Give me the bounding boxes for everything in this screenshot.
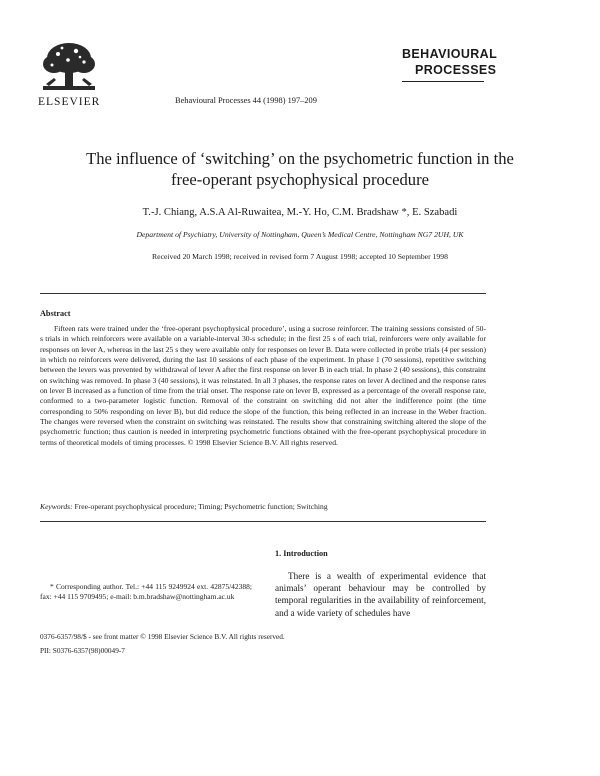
keywords-line	[40, 502, 486, 511]
affiliation: Department of Psychiatry, University of Nottingham, Queen’s Medical Centre, Nottingham NG7 2UH, UK	[136, 230, 464, 239]
abstract-top-rule	[40, 293, 486, 294]
received-dates: Received 20 March 1998; received in revised form 7 August 1998; accepted 10 September 1998	[152, 252, 448, 261]
introduction-heading: 1. Introduction	[275, 549, 328, 558]
corresponding-author-footnote: * Corresponding author. Tel.: +44 115 9249924 ext. 42875/42388; fax: +44 115 9709495; e-mail: b.m.bradshaw@nottingham.ac.uk	[40, 582, 252, 602]
abstract-heading: Abstract	[40, 309, 71, 318]
title-line-1: The influence of ‘switching’ on the psychometric function in the	[86, 149, 514, 168]
keywords-text: Free-operant psychophysical procedure; Timing; Psychometric function; Switching	[74, 502, 328, 511]
author-list: T.-J. Chiang, A.S.A Al-Ruwaitea, M.-Y. Ho, C.M. Bradshaw *, E. Szabadi	[142, 207, 458, 218]
publisher-name: ELSEVIER	[38, 96, 101, 108]
journal-reference: Behavioural Processes 44 (1998) 197–209	[175, 96, 317, 105]
title-line-2: free-operant psychophysical procedure	[170, 170, 429, 189]
elsevier-logo	[40, 40, 98, 104]
tree-logo-icon	[40, 40, 98, 94]
journal-brand-line2: PROCESSES	[415, 62, 497, 77]
keywords-label: Keywords:	[40, 502, 73, 511]
article-title	[40, 148, 560, 190]
brand-divider	[402, 81, 484, 82]
issn-line: 0376-6357/98/$ - see front matter © 1998 Elsevier Science B.V. All rights reserved.	[40, 632, 285, 641]
abstract-bottom-rule	[40, 521, 486, 522]
pii-line: PII: S0376-6357(98)00049-7	[40, 646, 125, 655]
introduction-text: There is a wealth of experimental evidence that animals’ operant behaviour may be controlled by temporal regularities in the availability of reinforcement, and a wide variety of schedules have	[275, 571, 486, 618]
journal-brand-line1: BEHAVIOURAL	[402, 47, 498, 61]
abstract-text: Fifteen rats were trained under the ‘free-operant psychophysical procedure’, using a sucrose reinforcer. The training sessions consisted of 50-s trials in which reinforcers were available on a variable-interval 30-s schedule; in the first 25 s of each trial, reinforcers were only available for responses on lever A, whereas in the last 25 s they were available only for responses on lever B. Data were collected in probe trials (4 per session) in which no reinforcers were delivered, during the last 10 sessions of each phase of the experiment. In phase 1 (70 sessions), repetitive switching between the levers was prevented by withdrawal of lever A after the first response on lever B in each trial. In phase 2 (40 sessions), this constraint on switching was removed. In phase 3 (40 sessions), it was reinstated. In all 3 phases, the response rates on lever A declined and the response rates on lever B increased as a function of time from the trial onset. The response rate on lever B, expressed as a percentage of the overall response rate, conformed to a two-parameter logistic function. Removal of the constraint on switching did not alter the indifference point (the time corresponding to 50% responding on lever B), but did reduce the slope of the function, this being reflected in an increase in the Weber fraction. The changes were reversed when the constraint on switching was reinstated. The results show that constraining switching altered the slope of the psychometric function; thus caution is needed in interpreting psychometric functions obtained with the free-operant psychophysical procedure in terms of theoretical models of timing processes. © 1998 Elsevier Science B.V. All rights reserved.	[40, 324, 486, 447]
journal-brand	[402, 48, 497, 76]
